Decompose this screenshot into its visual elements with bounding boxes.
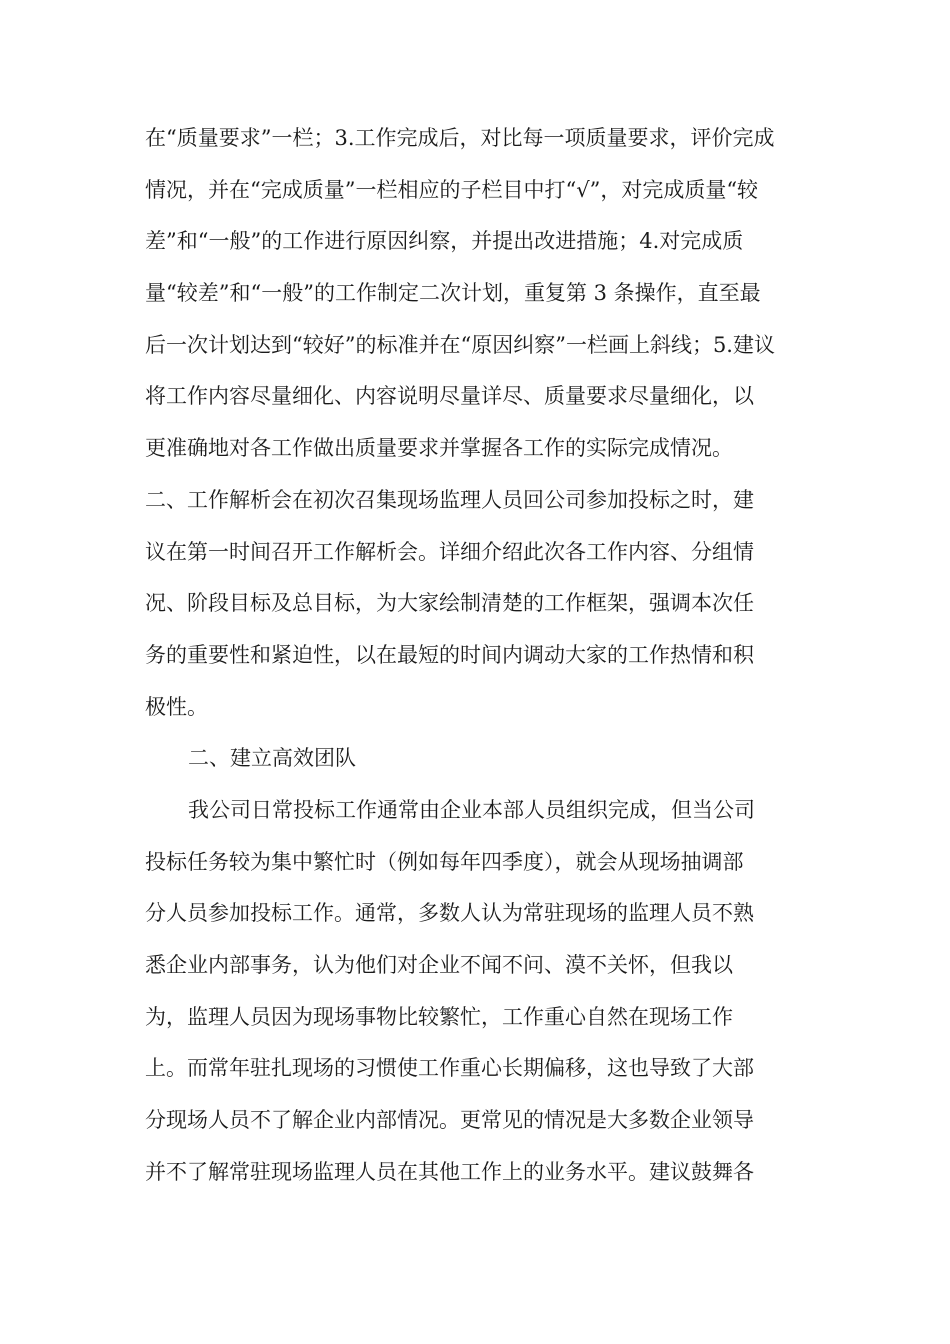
section-heading: 二、建立高效团队: [188, 746, 356, 771]
text-line: 务的重要性和紧迫性，以在最短的时间内调动大家的工作热情和积: [145, 642, 754, 667]
text-line: 分人员参加投标工作。通常，多数人认为常驻现场的监理人员不熟: [145, 901, 754, 926]
text-line: 将工作内容尽量细化、内容说明尽量详尽、质量要求尽量细化，以: [145, 384, 754, 409]
text-line: 况、阶段目标及总目标，为大家绘制清楚的工作框架，强调本次任: [145, 591, 754, 616]
text-line: 分现场人员不了解企业内部情况。更常见的情况是大多数企业领导: [145, 1108, 754, 1133]
text-line: 后一次计划达到“较好”的标准并在“原因纠察”一栏画上斜线；5.建议: [145, 332, 775, 357]
text-line: 极性。: [145, 694, 208, 719]
text-line: 投标任务较为集中繁忙时（例如每年四季度），就会从现场抽调部: [145, 849, 744, 874]
text-line: 上。而常年驻扎现场的习惯使工作重心长期偏移，这也导致了大部: [145, 1056, 754, 1081]
text-line: 在“质量要求”一栏；3.工作完成后，对比每一项质量要求，评价完成: [145, 126, 775, 150]
text-line: 差”和“一般”的工作进行原因纠察，并提出改进措施；4.对完成质: [145, 229, 744, 254]
text-line: 我公司日常投标工作通常由企业本部人员组织完成，但当公司: [188, 797, 755, 822]
text-line: 悉企业内部事务，认为他们对企业不闻不问、漠不关怀，但我以: [145, 953, 733, 977]
text-line: 量“较差”和“一般”的工作制定二次计划，重复第 3 条操作，直至最: [145, 281, 761, 306]
text-line: 为，监理人员因为现场事物比较繁忙，工作重心自然在现场工作: [145, 1004, 733, 1029]
text-line: 情况，并在“完成质量”一栏相应的子栏目中打“√”，对完成质量“较: [145, 177, 759, 202]
body-text: [145, 113, 815, 1198]
text-line: 更准确地对各工作做出质量要求并掌握各工作的实际完成情况。: [145, 436, 733, 461]
text-line: 并不了解常驻现场监理人员在其他工作上的业务水平。建议鼓舞各: [145, 1159, 754, 1184]
text-line: 议在第一时间召开工作解析会。详细介绍此次各工作内容、分组情: [145, 539, 754, 564]
text-line: 二、工作解析会在初次召集现场监理人员回公司参加投标之时，建: [145, 487, 754, 512]
